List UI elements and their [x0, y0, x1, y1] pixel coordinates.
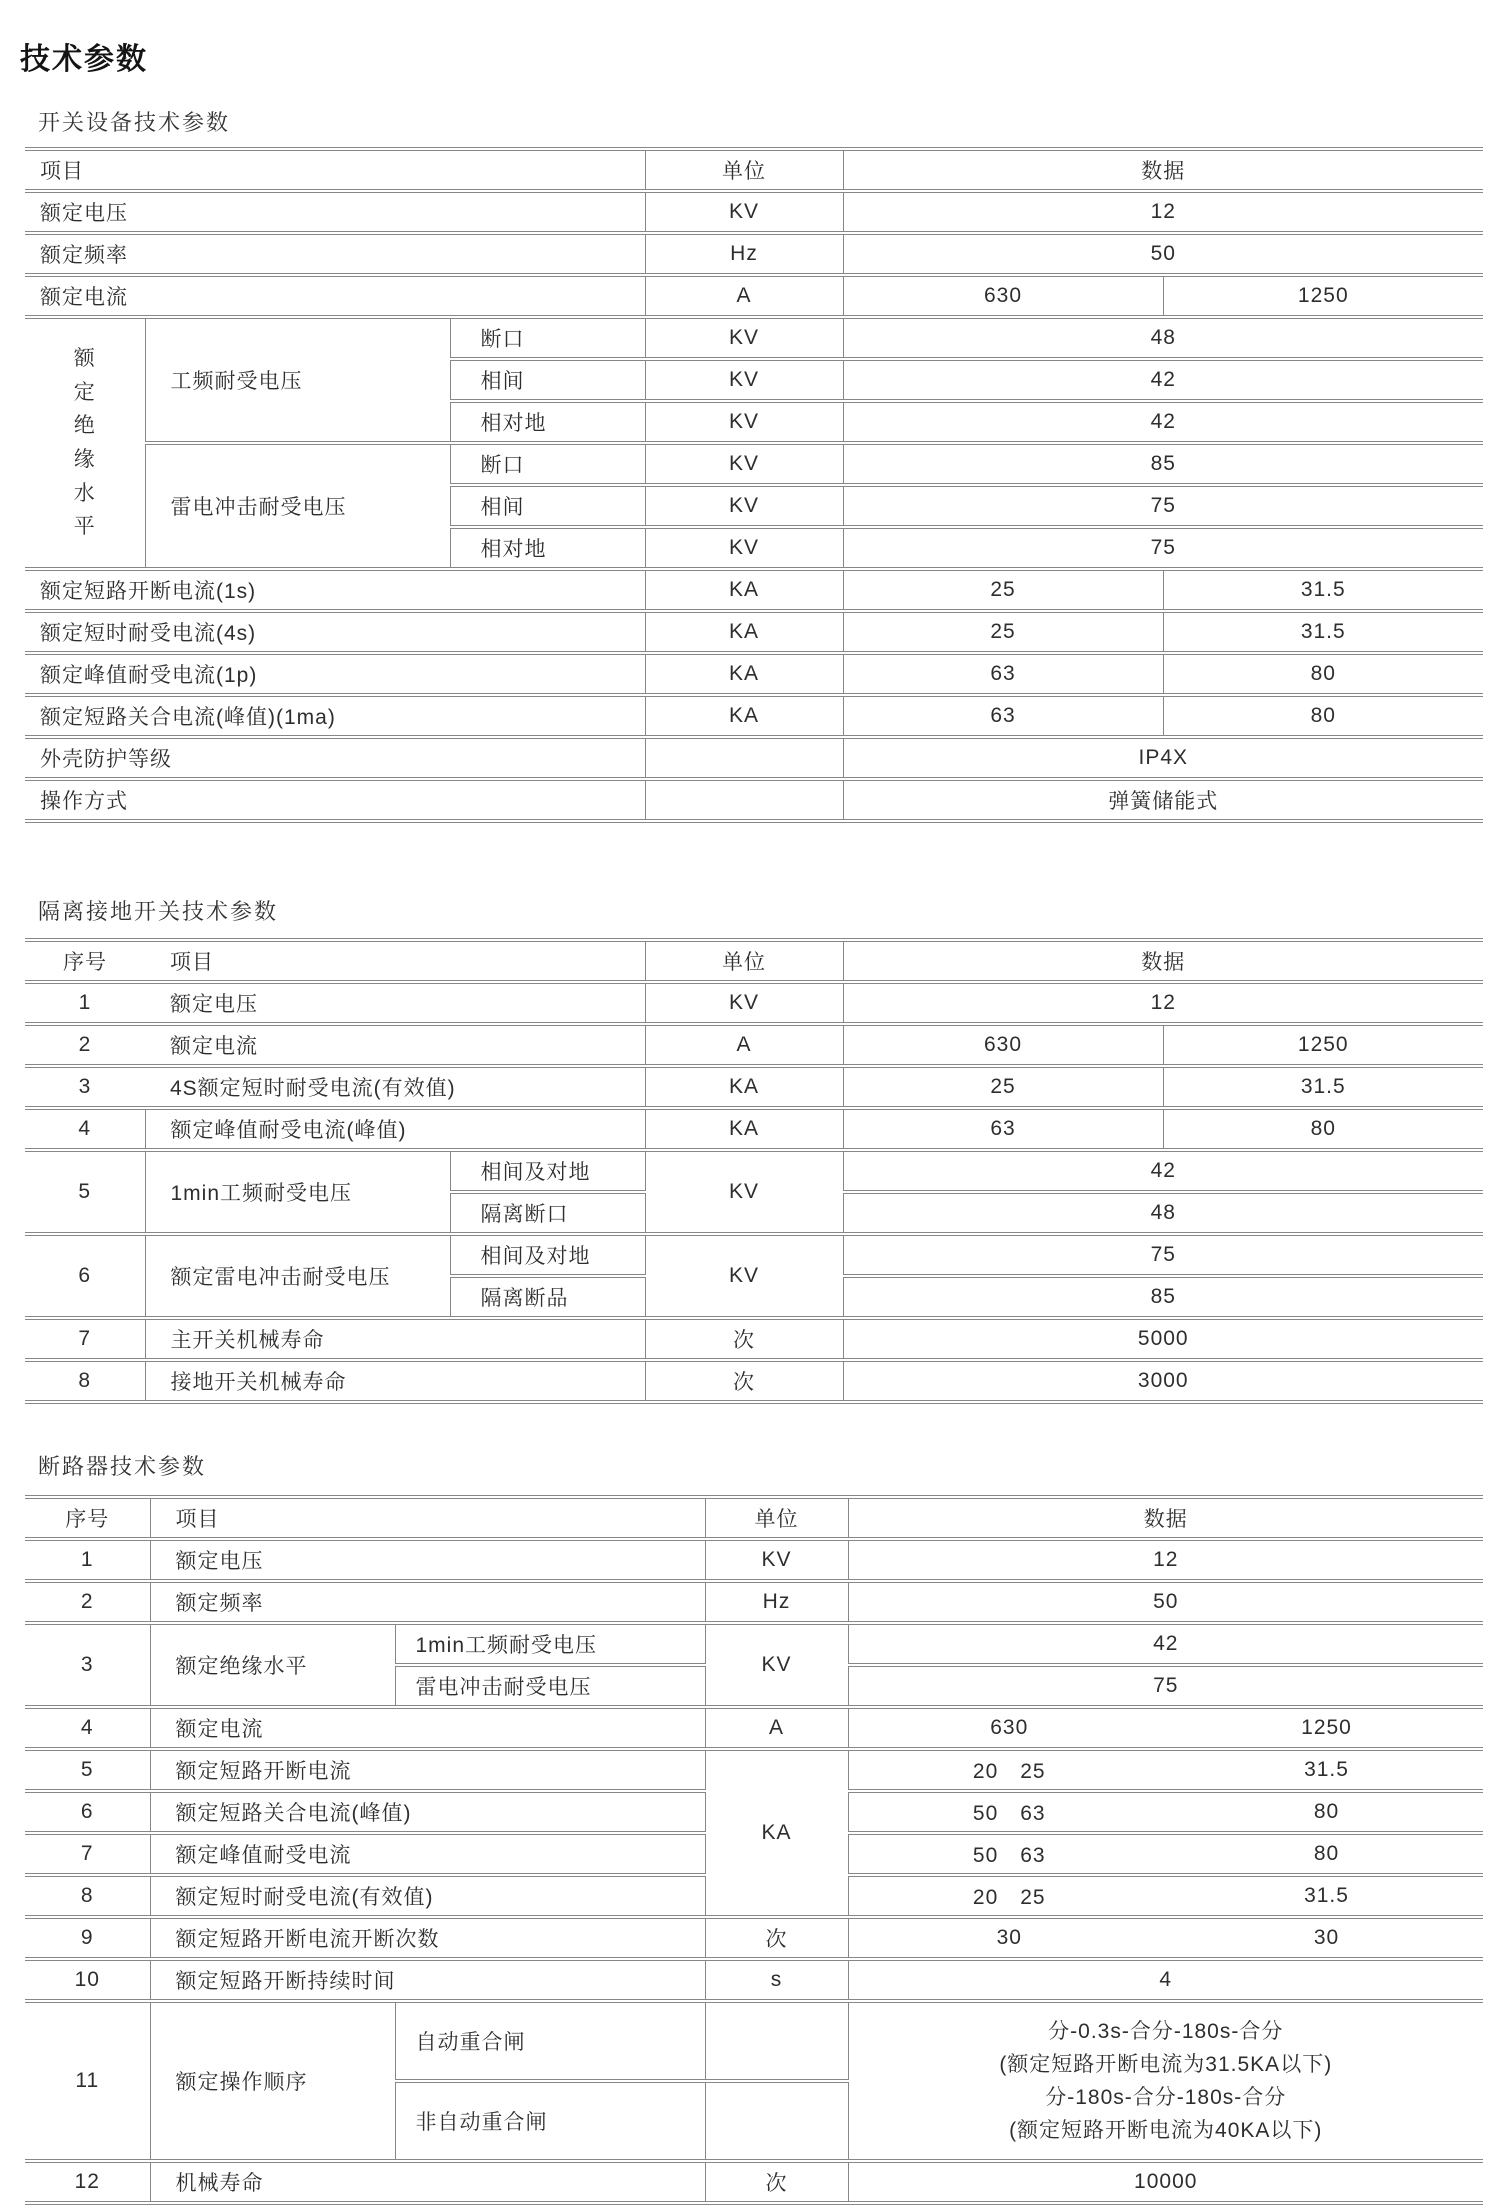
sub-item: 自动重合闸	[395, 2001, 705, 2081]
row-unit: KV	[645, 317, 843, 359]
table-row	[25, 1318, 1483, 1360]
breaker-caption: 断路器技术参数	[38, 1454, 207, 1479]
row-unit: KA	[645, 569, 843, 611]
row-item: 额定电压	[25, 191, 645, 233]
row-value: 12	[843, 982, 1483, 1024]
row-no: 12	[25, 2161, 150, 2203]
row-item: 额定短时耐受电流(有效值)	[150, 1875, 705, 1917]
table-row	[25, 1707, 1483, 1749]
row-item: 额定雷电冲击耐受电压	[145, 1234, 450, 1318]
table-row	[25, 1959, 1483, 2001]
row-unit: KA	[645, 695, 843, 737]
row-value-2: 80	[1170, 1791, 1483, 1833]
row-value-2: 1250	[1170, 1707, 1483, 1749]
table-row	[25, 2001, 1483, 2081]
table-row	[25, 779, 1483, 821]
row-value-2: 31.5	[1163, 569, 1483, 611]
row-value-1: 63	[843, 653, 1163, 695]
row-unit: 次	[705, 2161, 848, 2203]
row-item: 额定电压	[150, 1539, 705, 1581]
table-row	[25, 443, 1483, 485]
table-row	[25, 1150, 1483, 1192]
row-unit	[645, 737, 843, 779]
row-value-2: 80	[1163, 1108, 1483, 1150]
table-row	[25, 611, 1483, 653]
row-no: 3	[25, 1066, 145, 1108]
row-item: 额定短路开断电流	[150, 1749, 705, 1791]
row-unit: Hz	[645, 233, 843, 275]
row-no: 11	[25, 2001, 150, 2161]
insulation-group-cell	[25, 317, 145, 569]
row-value-2: 80	[1170, 1833, 1483, 1875]
datasheet-page	[0, 34, 1500, 2195]
row-unit: KV	[645, 485, 843, 527]
table-row	[25, 1917, 1483, 1959]
row-value-1: 50 63	[848, 1791, 1170, 1833]
row-unit: KV	[705, 1623, 848, 1707]
row-no: 1	[25, 982, 145, 1024]
row-value-1: 630	[843, 275, 1163, 317]
sub-item: 相间及对地	[450, 1234, 645, 1276]
row-unit	[705, 2001, 848, 2081]
row-item: 额定频率	[25, 233, 645, 275]
row-unit: KV	[705, 1539, 848, 1581]
row-item: 额定电流	[145, 1024, 645, 1066]
row-item: 接地开关机械寿命	[145, 1360, 645, 1402]
table-row	[25, 1108, 1483, 1150]
row-value-1: 25	[843, 1066, 1163, 1108]
power-freq-label: 工频耐受电压	[145, 317, 450, 443]
row-item: 额定短时耐受电流(4s)	[25, 611, 645, 653]
table-row	[25, 233, 1483, 275]
row-item: 操作方式	[25, 779, 645, 821]
sequence-line: (额定短路开断电流为40KA以下)	[1009, 2119, 1323, 2142]
header-item: 项目	[145, 940, 645, 982]
table-row	[25, 191, 1483, 233]
row-value-2: 30	[1170, 1917, 1483, 1959]
table-row	[25, 737, 1483, 779]
row-item: 额定短路关合电流(峰值)	[150, 1791, 705, 1833]
header-data: 数据	[843, 940, 1483, 982]
row-no: 4	[25, 1707, 150, 1749]
disconnector-table	[25, 938, 1483, 1404]
table-row	[25, 1066, 1483, 1108]
table-row	[25, 275, 1483, 317]
row-value: 42	[843, 401, 1483, 443]
row-value: 10000	[848, 2161, 1483, 2203]
sub-item: 相对地	[450, 401, 645, 443]
row-unit: KA	[645, 611, 843, 653]
row-value: 75	[848, 1665, 1483, 1707]
row-value-1: 25	[843, 569, 1163, 611]
row-value: 50	[848, 1581, 1483, 1623]
row-no: 5	[25, 1150, 145, 1234]
row-value-2: 1250	[1163, 1024, 1483, 1066]
row-item: 额定操作顺序	[150, 2001, 395, 2161]
row-value-1: 630	[848, 1707, 1170, 1749]
row-unit: A	[645, 275, 843, 317]
row-value: 85	[843, 443, 1483, 485]
page-title: 技术参数	[20, 43, 148, 76]
table-row	[25, 1749, 1483, 1791]
table-row	[25, 1581, 1483, 1623]
row-value-1: 30	[848, 1917, 1170, 1959]
sequence-line: 分-180s-合分-180s-合分	[1045, 2086, 1287, 2109]
row-value-2: 31.5	[1170, 1875, 1483, 1917]
row-value: 42	[843, 359, 1483, 401]
row-value: IP4X	[843, 737, 1483, 779]
row-value-2: 31.5	[1163, 611, 1483, 653]
row-value-1: 63	[843, 695, 1163, 737]
row-unit: 次	[705, 1917, 848, 1959]
row-no: 8	[25, 1360, 145, 1402]
header-item: 项目	[25, 149, 645, 191]
table-header-row	[25, 149, 1483, 191]
operating-sequence-value	[848, 2001, 1483, 2161]
row-value-1: 20 25	[848, 1875, 1170, 1917]
row-item: 额定频率	[150, 1581, 705, 1623]
row-item: 额定短路开断电流开断次数	[150, 1917, 705, 1959]
row-value: 48	[843, 1192, 1483, 1234]
row-item: 外壳防护等级	[25, 737, 645, 779]
row-item: 额定峰值耐受电流(峰值)	[145, 1108, 645, 1150]
sub-item: 相对地	[450, 527, 645, 569]
row-item: 机械寿命	[150, 2161, 705, 2203]
table-header-row	[25, 940, 1483, 982]
table-row	[25, 653, 1483, 695]
row-value-1: 63	[843, 1108, 1163, 1150]
row-item: 额定短路开断持续时间	[150, 1959, 705, 2001]
row-unit: KV	[645, 191, 843, 233]
header-data: 数据	[848, 1497, 1483, 1539]
row-no: 5	[25, 1749, 150, 1791]
row-no: 10	[25, 1959, 150, 2001]
row-value: 3000	[843, 1360, 1483, 1402]
row-value: 48	[843, 317, 1483, 359]
row-value-2: 1250	[1163, 275, 1483, 317]
sub-item: 相间	[450, 485, 645, 527]
sub-item: 1min工频耐受电压	[395, 1623, 705, 1665]
header-no: 序号	[25, 940, 145, 982]
row-value: 42	[848, 1623, 1483, 1665]
switchgear-caption: 开关设备技术参数	[38, 110, 231, 135]
row-value-2: 31.5	[1163, 1066, 1483, 1108]
row-no: 1	[25, 1539, 150, 1581]
row-value-2: 80	[1163, 653, 1483, 695]
sub-item: 隔离断口	[450, 1192, 645, 1234]
row-unit: KV	[645, 443, 843, 485]
row-item: 额定短路关合电流(峰值)(1ma)	[25, 695, 645, 737]
insulation-group-label: 额定绝缘水平	[73, 347, 96, 539]
row-value: 75	[843, 1234, 1483, 1276]
row-no: 2	[25, 1581, 150, 1623]
table-row	[25, 1623, 1483, 1665]
disconnector-caption: 隔离接地开关技术参数	[38, 899, 279, 924]
header-unit: 单位	[645, 149, 843, 191]
group-unit: KA	[705, 1749, 848, 1917]
sub-item: 断口	[450, 317, 645, 359]
row-value: 5000	[843, 1318, 1483, 1360]
row-unit: 次	[645, 1318, 843, 1360]
sub-item: 相间及对地	[450, 1150, 645, 1192]
row-unit: KV	[645, 982, 843, 1024]
row-unit	[645, 779, 843, 821]
row-no: 4	[25, 1108, 145, 1150]
header-unit: 单位	[705, 1497, 848, 1539]
row-item: 额定短路开断电流(1s)	[25, 569, 645, 611]
row-no: 8	[25, 1875, 150, 1917]
row-no: 7	[25, 1318, 145, 1360]
table-row	[25, 2161, 1483, 2203]
sub-item: 断口	[450, 443, 645, 485]
row-value-1: 20 25	[848, 1749, 1170, 1791]
row-unit: 次	[645, 1360, 843, 1402]
sequence-line: 分-0.3s-合分-180s-合分	[1048, 2020, 1284, 2043]
row-value: 12	[843, 191, 1483, 233]
row-no: 7	[25, 1833, 150, 1875]
row-unit: A	[705, 1707, 848, 1749]
header-item: 项目	[150, 1497, 705, 1539]
row-no: 3	[25, 1623, 150, 1707]
row-value: 42	[843, 1150, 1483, 1192]
row-value-1: 630	[843, 1024, 1163, 1066]
sub-item: 相间	[450, 359, 645, 401]
row-unit: s	[705, 1959, 848, 2001]
row-value: 75	[843, 527, 1483, 569]
impulse-label: 雷电冲击耐受电压	[145, 443, 450, 569]
row-item: 额定电压	[145, 982, 645, 1024]
row-value-1: 25	[843, 611, 1163, 653]
row-value: 50	[843, 233, 1483, 275]
row-item: 1min工频耐受电压	[145, 1150, 450, 1234]
row-no: 2	[25, 1024, 145, 1066]
row-unit	[705, 2081, 848, 2161]
row-unit: KV	[645, 359, 843, 401]
row-item: 额定峰值耐受电流	[150, 1833, 705, 1875]
row-value: 4	[848, 1959, 1483, 2001]
table-row	[25, 1024, 1483, 1066]
breaker-table	[25, 1495, 1483, 2205]
table-row	[25, 982, 1483, 1024]
row-item: 额定电流	[25, 275, 645, 317]
row-unit: KV	[645, 527, 843, 569]
sub-item: 非自动重合闸	[395, 2081, 705, 2161]
row-unit: KV	[645, 1150, 843, 1234]
row-unit: Hz	[705, 1581, 848, 1623]
row-value-1: 50 63	[848, 1833, 1170, 1875]
sub-item: 隔离断品	[450, 1276, 645, 1318]
row-unit: KV	[645, 1234, 843, 1318]
row-value-2: 31.5	[1170, 1749, 1483, 1791]
row-value: 12	[848, 1539, 1483, 1581]
row-value: 85	[843, 1276, 1483, 1318]
row-item: 额定绝缘水平	[150, 1623, 395, 1707]
row-unit: KV	[645, 401, 843, 443]
row-item: 额定峰值耐受电流(1p)	[25, 653, 645, 695]
row-item: 额定电流	[150, 1707, 705, 1749]
row-no: 6	[25, 1234, 145, 1318]
table-row	[25, 695, 1483, 737]
table-row	[25, 317, 1483, 359]
sub-item: 雷电冲击耐受电压	[395, 1665, 705, 1707]
table-row	[25, 1539, 1483, 1581]
table-row	[25, 1234, 1483, 1276]
switchgear-table	[25, 147, 1483, 823]
table-header-row	[25, 1497, 1483, 1539]
row-unit: KA	[645, 653, 843, 695]
row-value: 75	[843, 485, 1483, 527]
sequence-line: (额定短路开断电流为31.5KA以下)	[999, 2053, 1333, 2076]
row-no: 6	[25, 1791, 150, 1833]
row-value-2: 80	[1163, 695, 1483, 737]
row-no: 9	[25, 1917, 150, 1959]
row-item: 4S额定短时耐受电流(有效值)	[145, 1066, 645, 1108]
header-unit: 单位	[645, 940, 843, 982]
row-unit: A	[645, 1024, 843, 1066]
row-unit: KA	[645, 1066, 843, 1108]
row-unit: KA	[645, 1108, 843, 1150]
table-row	[25, 569, 1483, 611]
table-row	[25, 1360, 1483, 1402]
header-data: 数据	[843, 149, 1483, 191]
header-no: 序号	[25, 1497, 150, 1539]
row-value: 弹簧储能式	[843, 779, 1483, 821]
row-item: 主开关机械寿命	[145, 1318, 645, 1360]
